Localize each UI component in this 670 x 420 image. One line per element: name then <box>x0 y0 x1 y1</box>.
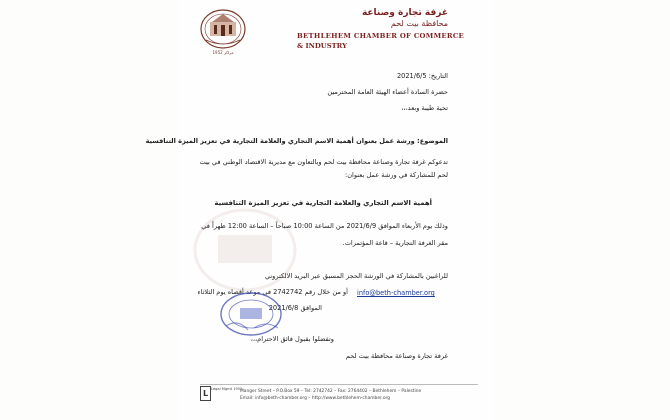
header-arabic-governorate: محافظة بيت لحم <box>390 19 448 28</box>
footer-logo-caption: Legal Mgmt 1952 <box>211 387 243 391</box>
header-english-name: BETHLEHEM CHAMBER OF COMMERCE <box>297 32 465 40</box>
letter-greeting: تحية طيبة وبعد،،، <box>401 104 448 112</box>
registration-line1: للراغبين بالمشاركة في الورشة الحجز المسبق عبر البريد الالكتروني <box>264 272 448 280</box>
chamber-logo <box>198 6 248 52</box>
footer-contact: Email: info@beth-chamber.org – http://www.bethlehem-chamber.org <box>240 396 391 401</box>
letter-paragraph-line1: تدعوكم غرفة تجارة وصناعة محافظة بيت لحم وبالتعاون مع مديرية الاقتصاد الوطني في بيت <box>199 158 448 166</box>
registration-email[interactable]: info@beth-chamber.org <box>357 289 435 297</box>
letter-subject: الموضوع: ورشة عمل بعنوان أهمية الاسم التجاري والعلامة التجارية في تعزيز الميزة التنافسية <box>145 137 448 145</box>
watermark-logo <box>190 205 300 295</box>
letter-closing: وتفضلوا بقبول فائق الاحترام،،، <box>250 335 334 343</box>
letter-date: التاريخ: 2021/6/5 <box>396 72 448 80</box>
footer-address: Manger Street – P.O.Box 59 – Tel: 2742742 – Fax: 2764402 – Bethlehem – Palestine <box>240 389 422 394</box>
letter-signature: غرفة تجارة وصناعة محافظة بيت لحم <box>345 352 448 360</box>
header-arabic-name: غرفة تجارة وصناعة <box>361 8 448 18</box>
logo-caption: 1952 مراكز <box>212 50 234 55</box>
workshop-title: أهمية الاسم التجاري والعلامة التجارية في تعزيز الميزة التنافسية <box>214 199 432 207</box>
letter-venue-line: مقر الغرفة التجارية – قاعة المؤتمرات. <box>342 239 448 247</box>
footer-divider <box>200 384 478 385</box>
header-english-industry: & INDUSTRY <box>297 42 347 50</box>
letter-paragraph-line2: لحم للمشاركة في ورشة عمل بعنوان: <box>344 171 448 179</box>
letter-addressee: حضرة السادة أعضاء الهيئة العامة المحترمين <box>327 88 448 96</box>
registration-phone: أو من خلال رقم 2742742 في موعد أقصاه يوم الثلاثاء <box>197 288 348 296</box>
footer-logo: L <box>200 386 211 401</box>
letter-time-line: وذلك يوم الأربعاء الموافق 2021/6/9 من الساعة 10:00 صباحاً – الساعة 12:00 ظهراً في <box>201 222 448 230</box>
registration-deadline: الموافق 2021/6/8 <box>268 304 322 312</box>
official-stamp <box>218 290 284 338</box>
